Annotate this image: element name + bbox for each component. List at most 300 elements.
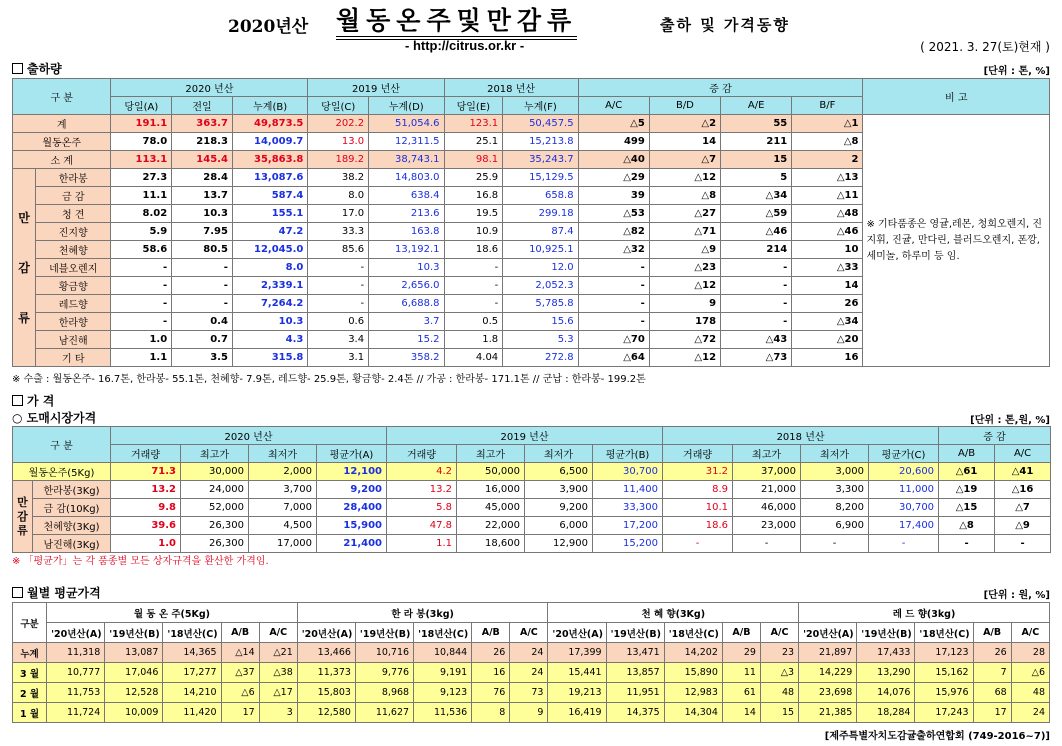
section-price-title: 가 격 [12, 392, 54, 409]
table-cell: 30,700 [593, 463, 663, 481]
table-cell: - [111, 277, 172, 295]
table-cell: △41 [995, 463, 1051, 481]
column-header: 당일(C) [308, 97, 369, 115]
table-cell: △17 [259, 683, 297, 703]
table-cell: 19,213 [548, 683, 606, 703]
table-cell: △46 [792, 223, 863, 241]
table-cell: 1.0 [111, 535, 181, 553]
table-cell: 26 [472, 643, 510, 663]
column-header: B/D [649, 97, 720, 115]
column-header: A/C [995, 445, 1051, 463]
table-cell: 12,100 [317, 463, 387, 481]
table-cell: 14,210 [163, 683, 221, 703]
table-cell: 2,656.0 [369, 277, 444, 295]
table-cell: △2 [649, 115, 720, 133]
table-cell: 11,400 [593, 481, 663, 499]
table-cell: 3 [259, 703, 297, 723]
table-cell: 49,873.5 [232, 115, 307, 133]
memo-cell: ※ 기타품종은 영귤,레몬, 청희오렌지, 진지휘, 진귤, 만다린, 블러드오렌지, 폰깡,세미놀, 하루미 등 임. [863, 115, 1050, 367]
table-cell: 12.0 [503, 259, 578, 277]
table-cell: 17,277 [163, 663, 221, 683]
column-header: '18년산(C) [915, 623, 973, 643]
table-cell: 78.0 [111, 133, 172, 151]
table-cell: 358.2 [369, 349, 444, 367]
table-cell: △32 [578, 241, 649, 259]
column-header: 평균가(B) [593, 445, 663, 463]
table-cell: 47.8 [387, 517, 457, 535]
table-cell: 4.04 [444, 349, 503, 367]
table-cell: △3 [760, 663, 798, 683]
table-cell: 8,200 [801, 499, 869, 517]
table-cell: 17,123 [915, 643, 973, 663]
group-header: 레 드 향(3kg) [799, 603, 1050, 623]
row-label: 계 [13, 115, 111, 133]
table-cell: 14,076 [857, 683, 915, 703]
column-header: '19년산(B) [105, 623, 163, 643]
table-cell: 15.6 [503, 313, 578, 331]
table-cell: 9,200 [317, 481, 387, 499]
table-cell: 10.9 [444, 223, 503, 241]
page-subtitle: 출하 및 가격동향 [660, 16, 790, 34]
table-cell: 5 [721, 169, 792, 187]
table-cell: 16.8 [444, 187, 503, 205]
table-header-row [13, 445, 1051, 463]
table-cell: △33 [792, 259, 863, 277]
checkbox-icon [12, 587, 23, 598]
table-cell: 48 [1011, 683, 1049, 703]
table-cell: △16 [995, 481, 1051, 499]
table-cell: 12,311.5 [369, 133, 444, 151]
table-cell: △21 [259, 643, 297, 663]
table-cell: 10.1 [663, 499, 733, 517]
table-cell: 13.2 [387, 481, 457, 499]
column-header: '19년산(B) [606, 623, 664, 643]
table-cell: 15,803 [297, 683, 355, 703]
table-cell: 13,290 [857, 663, 915, 683]
table-cell: 0.7 [172, 331, 233, 349]
table-cell: 17,243 [915, 703, 973, 723]
table-cell: - [939, 535, 995, 553]
table-cell: 50,000 [457, 463, 525, 481]
table-cell: △59 [721, 205, 792, 223]
table-row [13, 115, 1050, 133]
group-header: 한 라 봉(3kg) [297, 603, 548, 623]
column-header: A/C [760, 623, 798, 643]
table-cell: 17,000 [249, 535, 317, 553]
column-header: 평균가(A) [317, 445, 387, 463]
table-cell: 20,600 [869, 463, 939, 481]
table-cell: 12,983 [664, 683, 722, 703]
table-cell: 9.8 [111, 499, 181, 517]
table-cell: △1 [792, 115, 863, 133]
table-cell: 18,284 [857, 703, 915, 723]
table-cell: - [801, 535, 869, 553]
table-cell: 9,191 [414, 663, 472, 683]
table-cell: 26,300 [181, 517, 249, 535]
table-cell: 21,400 [317, 535, 387, 553]
table-cell: △34 [721, 187, 792, 205]
row-label: 소 계 [13, 151, 111, 169]
table-cell: 3.4 [308, 331, 369, 349]
table-row [13, 517, 1051, 535]
table-cell: 17,433 [857, 643, 915, 663]
table-cell: 31.2 [663, 463, 733, 481]
table-cell: △14 [221, 643, 259, 663]
table-cell: △29 [578, 169, 649, 187]
column-header: '20년산(A) [548, 623, 606, 643]
table-cell: 68 [973, 683, 1011, 703]
row-label: 2 월 [13, 683, 47, 703]
table-cell: 3.5 [172, 349, 233, 367]
header-2020: 2020 년산 [111, 427, 387, 445]
table-cell: 25.1 [444, 133, 503, 151]
side-label-char: 감 [18, 260, 30, 275]
row-label: 기 타 [36, 349, 111, 367]
table-cell: 15,213.8 [503, 133, 578, 151]
table-cell: △70 [578, 331, 649, 349]
table-cell: 21,897 [799, 643, 857, 663]
table-cell: 218.3 [172, 133, 233, 151]
table-cell: △8 [649, 187, 720, 205]
table-cell: 21,000 [733, 481, 801, 499]
row-label: 남진해 [36, 331, 111, 349]
column-header: 누계(B) [232, 97, 307, 115]
table-cell: 17,200 [593, 517, 663, 535]
column-header: B/F [792, 97, 863, 115]
table-cell: - [869, 535, 939, 553]
table-cell: 15 [721, 151, 792, 169]
table-cell: - [111, 313, 172, 331]
table-cell: 46,000 [733, 499, 801, 517]
table-cell: 6,500 [525, 463, 593, 481]
page-header [0, 6, 1062, 40]
table-cell: △5 [578, 115, 649, 133]
table-cell: 26 [973, 643, 1011, 663]
header-2020: 2020 년산 [111, 79, 308, 97]
table-cell: 15,129.5 [503, 169, 578, 187]
table-cell: 51,054.6 [369, 115, 444, 133]
table-cell: 87.4 [503, 223, 578, 241]
table-cell: 202.2 [308, 115, 369, 133]
column-header: '18년산(C) [414, 623, 472, 643]
column-header: 당일(A) [111, 97, 172, 115]
table-cell: - [733, 535, 801, 553]
table-cell: 1.8 [444, 331, 503, 349]
report-date: ( 2021. 3. 27(토)현재 ) [920, 40, 1050, 54]
table-cell: 1.0 [111, 331, 172, 349]
table-cell: 15.2 [369, 331, 444, 349]
table-cell: △73 [721, 349, 792, 367]
table-cell: 14,365 [163, 643, 221, 663]
table-cell: 14 [792, 277, 863, 295]
table-cell: 16 [472, 663, 510, 683]
side-label-char: 만 [18, 210, 30, 225]
table-cell: △34 [792, 313, 863, 331]
table-cell: 12,045.0 [232, 241, 307, 259]
table-cell: 0.4 [172, 313, 233, 331]
column-header: '20년산(A) [799, 623, 857, 643]
table-cell: 26 [792, 295, 863, 313]
column-header: 최고가 [733, 445, 801, 463]
table-cell: 1.1 [387, 535, 457, 553]
table-cell: 30,700 [869, 499, 939, 517]
row-label: 월동온주(5Kg) [13, 463, 111, 481]
header-remark: 비 고 [863, 79, 1050, 115]
table-cell: 6,688.8 [369, 295, 444, 313]
table-cell: - [444, 277, 503, 295]
table-cell: 10.3 [232, 313, 307, 331]
table-cell: 123.1 [444, 115, 503, 133]
table-row [13, 481, 1051, 499]
table-cell: 58.6 [111, 241, 172, 259]
table-cell: 14,375 [606, 703, 664, 723]
column-header: 누계(D) [369, 97, 444, 115]
table-cell: 48 [760, 683, 798, 703]
table-cell: 10.3 [369, 259, 444, 277]
side-label-char: 류 [18, 310, 30, 325]
table-cell: 17 [973, 703, 1011, 723]
checkbox-icon [12, 63, 23, 74]
table-row [13, 663, 1050, 683]
table-cell: - [721, 295, 792, 313]
column-header: A/E [721, 97, 792, 115]
table-cell: - [578, 259, 649, 277]
column-header: A/B [939, 445, 995, 463]
table-cell: △20 [792, 331, 863, 349]
table-cell: 76 [472, 683, 510, 703]
row-label: 3 월 [13, 663, 47, 683]
table-cell: △9 [995, 517, 1051, 535]
table-cell: - [111, 295, 172, 313]
table-cell: 5.3 [503, 331, 578, 349]
row-label: 월동온주 [13, 133, 111, 151]
shipment-unit: [단위 : 톤, %] [983, 66, 1050, 77]
site-url[interactable]: - http://citrus.or.kr - [405, 38, 525, 53]
table-cell: 39 [578, 187, 649, 205]
table-cell: △38 [259, 663, 297, 683]
monthly-table [12, 602, 1050, 723]
column-header: 누계(F) [503, 97, 578, 115]
column-header: 최고가 [181, 445, 249, 463]
column-header: 당일(E) [444, 97, 503, 115]
table-cell: 17.0 [308, 205, 369, 223]
monthly-unit: [단위 : 원, %] [983, 590, 1050, 601]
table-cell: 3,700 [249, 481, 317, 499]
side-label-mangamryu: 만감류 [13, 481, 33, 553]
table-cell: 9 [649, 295, 720, 313]
table-cell: 28.4 [172, 169, 233, 187]
table-cell: 315.8 [232, 349, 307, 367]
table-cell: 35,243.7 [503, 151, 578, 169]
table-cell: 16,000 [457, 481, 525, 499]
column-header: 평균가(C) [869, 445, 939, 463]
column-header: 최저가 [801, 445, 869, 463]
table-cell: 8.0 [232, 259, 307, 277]
column-header: 최저가 [249, 445, 317, 463]
row-label: 청 견 [36, 205, 111, 223]
table-cell: 18.6 [663, 517, 733, 535]
table-cell: 52,000 [181, 499, 249, 517]
table-cell: 16,419 [548, 703, 606, 723]
table-cell: - [444, 295, 503, 313]
column-header: A/B [472, 623, 510, 643]
table-cell: 8.0 [308, 187, 369, 205]
row-label: 레드향 [36, 295, 111, 313]
table-cell: 24,000 [181, 481, 249, 499]
table-cell: △6 [1011, 663, 1049, 683]
header-gubun: 구 분 [13, 79, 111, 115]
table-cell: 13,471 [606, 643, 664, 663]
table-cell: 29 [722, 643, 760, 663]
column-header: A/C [1011, 623, 1049, 643]
table-cell: 8 [472, 703, 510, 723]
table-cell: 7.95 [172, 223, 233, 241]
column-header: A/B [973, 623, 1011, 643]
table-cell: - [308, 277, 369, 295]
column-header: 거래량 [663, 445, 733, 463]
table-cell: 19.5 [444, 205, 503, 223]
table-cell: 25.9 [444, 169, 503, 187]
table-cell: - [721, 277, 792, 295]
table-cell: 37,000 [733, 463, 801, 481]
column-header: 최고가 [457, 445, 525, 463]
table-cell: 17 [221, 703, 259, 723]
table-cell: 15,976 [915, 683, 973, 703]
column-header: A/B [221, 623, 259, 643]
table-cell: 9,200 [525, 499, 593, 517]
table-cell: △8 [939, 517, 995, 535]
table-cell: 24 [510, 643, 548, 663]
table-cell: 23,698 [799, 683, 857, 703]
table-cell: 14,229 [799, 663, 857, 683]
column-header: A/C [510, 623, 548, 643]
table-cell: - [995, 535, 1051, 553]
table-row [13, 463, 1051, 481]
table-cell: 9,776 [355, 663, 413, 683]
table-cell: △53 [578, 205, 649, 223]
row-label: 한라봉 [36, 169, 111, 187]
table-cell: 10,777 [47, 663, 105, 683]
row-label: 남진해(3Kg) [33, 535, 111, 553]
table-cell: △37 [221, 663, 259, 683]
table-cell: 17,399 [548, 643, 606, 663]
table-row [13, 703, 1050, 723]
table-cell: 13,087 [105, 643, 163, 663]
table-cell: 17,046 [105, 663, 163, 683]
column-header: 전일 [172, 97, 233, 115]
side-label-mangamryu [13, 169, 36, 367]
table-cell: 178 [649, 313, 720, 331]
wholesale-subtitle: ○ 도매시장가격 [12, 411, 97, 425]
row-label: 천혜향 [36, 241, 111, 259]
table-cell: △27 [649, 205, 720, 223]
column-header: A/C [578, 97, 649, 115]
section-shipment-title: 출하량 [12, 60, 62, 77]
year-title: 2020년산 [228, 17, 309, 37]
table-cell: 28,400 [317, 499, 387, 517]
table-cell: 30,000 [181, 463, 249, 481]
table-cell: 14,803.0 [369, 169, 444, 187]
table-cell: 1.1 [111, 349, 172, 367]
table-cell: 13,192.1 [369, 241, 444, 259]
table-cell: △7 [649, 151, 720, 169]
row-label: 금 감(10Kg) [33, 499, 111, 517]
table-cell: △6 [221, 683, 259, 703]
row-label: 1 월 [13, 703, 47, 723]
table-cell: - [578, 295, 649, 313]
section-monthly-title: 월별 평균가격 [12, 584, 101, 601]
table-cell: 5,785.8 [503, 295, 578, 313]
column-header: '19년산(B) [857, 623, 915, 643]
table-cell: 272.8 [503, 349, 578, 367]
table-cell: △23 [649, 259, 720, 277]
table-cell: 80.5 [172, 241, 233, 259]
table-cell: 15,890 [664, 663, 722, 683]
table-cell: 23,000 [733, 517, 801, 535]
table-cell: 23 [760, 643, 798, 663]
table-cell: 24 [510, 663, 548, 683]
table-header-row [13, 427, 1051, 445]
table-cell: 12,900 [525, 535, 593, 553]
table-header-row [13, 603, 1050, 623]
table-cell: - [172, 277, 233, 295]
table-cell: 8,968 [355, 683, 413, 703]
table-cell: 15,441 [548, 663, 606, 683]
table-cell: 2,052.3 [503, 277, 578, 295]
table-cell: 98.1 [444, 151, 503, 169]
table-cell: 15,162 [915, 663, 973, 683]
table-cell: 18.6 [444, 241, 503, 259]
table-cell: 13.2 [111, 481, 181, 499]
table-cell: 7,264.2 [232, 295, 307, 313]
table-row [13, 683, 1050, 703]
header-2019: 2019 년산 [387, 427, 663, 445]
header-gubun: 구 분 [13, 427, 111, 463]
table-cell: 13,087.6 [232, 169, 307, 187]
table-cell: - [308, 295, 369, 313]
table-header-row [13, 623, 1050, 643]
table-cell: 638.4 [369, 187, 444, 205]
table-cell: 213.6 [369, 205, 444, 223]
table-cell: 38.2 [308, 169, 369, 187]
table-cell: 11,951 [606, 683, 664, 703]
table-cell: 22,000 [457, 517, 525, 535]
row-label: 황금향 [36, 277, 111, 295]
column-header: 거래량 [111, 445, 181, 463]
table-cell: 12,580 [297, 703, 355, 723]
table-cell: 499 [578, 133, 649, 151]
table-cell: 15,200 [593, 535, 663, 553]
table-cell: 11,318 [47, 643, 105, 663]
table-cell: △48 [792, 205, 863, 223]
table-cell: 3.1 [308, 349, 369, 367]
table-cell: 7,000 [249, 499, 317, 517]
table-cell: 10,009 [105, 703, 163, 723]
table-cell: 27.3 [111, 169, 172, 187]
table-cell: 47.2 [232, 223, 307, 241]
table-cell: △11 [792, 187, 863, 205]
table-cell: △82 [578, 223, 649, 241]
column-header: '18년산(C) [163, 623, 221, 643]
table-cell: 18,600 [457, 535, 525, 553]
table-cell: △9 [649, 241, 720, 259]
table-cell: △12 [649, 349, 720, 367]
table-cell: 14,009.7 [232, 133, 307, 151]
table-cell: 16 [792, 349, 863, 367]
table-cell: 14 [722, 703, 760, 723]
table-cell: △12 [649, 169, 720, 187]
table-cell: 4.2 [387, 463, 457, 481]
